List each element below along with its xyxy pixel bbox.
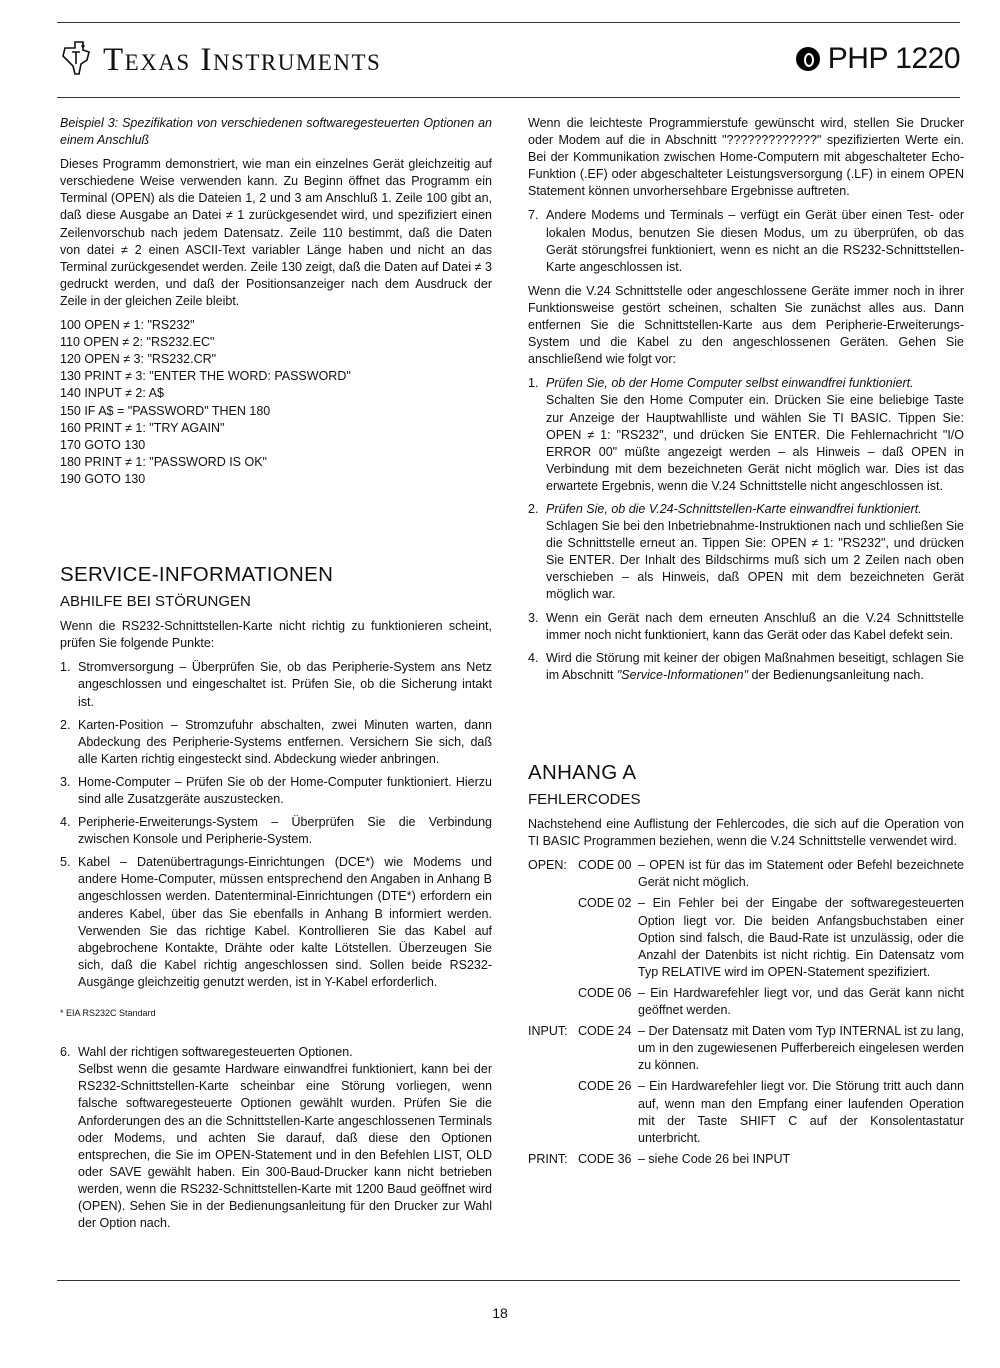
item-number: 6. (60, 1045, 71, 1060)
code-line: 180 PRINT ≠ 1: "PASSWORD IS OK" (60, 454, 267, 469)
error-op: OPEN: (528, 858, 567, 873)
modem-list (528, 207, 964, 275)
item-number: 1. (60, 660, 71, 675)
item-number: 4. (528, 650, 539, 665)
brand-name: Texas Instruments (103, 42, 382, 78)
list-item (60, 774, 492, 808)
model-label (796, 42, 960, 76)
v24-intro: Wenn die V.24 Schnittstelle oder angeschlossene Geräte immer noch in ihrer Funktionsweise gestört scheinen, schalten Sie zunächst alles aus. Dann entfernen Sie die Schnittstellen-Karte aus dem Peripherie-Erweiterungs-System und die Kabel zu den angeschlossenen Geräten. Gehen Sie anschließend wie folgt vor: (528, 283, 964, 367)
item-title: Wahl der richtigen softwaregesteuerten Optionen. (78, 1045, 353, 1060)
item-text: Schalten Sie den Home Computer ein. Drücken Sie eine beliebige Taste zur Anzeige der Hauptwahlliste und wählen Sie TI BASIC. Tippen Sie: OPEN ≠ 1: "RS232", und drücken Sie ENTER. Die Fehlernachricht "I/O ERROR 00" müßte angezeigt werden – als Hinweis – daß OPEN in Verbindung mit dem bezeichneten Gerät nicht möglich war. Dies ist das erwartete Ergebnis, wenn die V.24 Schnittstelle nicht angeschlossen ist. (546, 393, 964, 493)
item-text: Peripherie-Erweiterungs-System – Überprüfen Sie die Verbindung zwischen Konsole und Peripherie-System. (78, 815, 492, 847)
ti-logo-icon (59, 38, 95, 78)
item-text: Wenn ein Gerät nach dem erneuten Anschluß an die V.24 Schnittstelle immer noch nicht funktioniert, kann das Gerät oder das Kabel defekt sein. (546, 610, 964, 642)
code-line: 140 INPUT ≠ 2: A$ (60, 386, 164, 401)
list-item (528, 207, 964, 275)
item-text: Karten-Position – Stromzufuhr abschalten, zwei Minuten warten, dann Abdeckung des Peripherie-Systems entfernen. Versichern Sie sich, daß alle Karten richtig eingesteckt sind. Abdeckung wieder anbringen. (78, 717, 492, 766)
item-text: Selbst wenn die gesamte Hardware einwandfrei funktioniert, kann bei der RS232-Schnittstellen-Karte scheinbar eine Störung vorliegen, wenn falsche softwaregesteuerte Optionen gewählt wurden. Prüfen Sie die Anforderungen des an die Schnittstellen-Karte angeschlossenen Terminals oder Modems, und achten Sie darauf, daß diese den Optionen entsprechen, die Sie im OPEN-Statement und in den Befehlen LIST, OLD oder SAVE gewählt haben. Ein 300-Baud-Drucker kann nicht betrieben werden, wenn die RS232-Schnittstellen-Karte mit 1200 Baud geöffnet wird (OPEN). Sehen Sie in der Bedienungsanleitung für den Drucker zur Wahl der Option nach. (78, 1062, 492, 1231)
list-item (60, 814, 492, 848)
error-code: CODE 24 (578, 1024, 632, 1039)
error-code: CODE 02 (578, 896, 632, 911)
code-line: 190 GOTO 130 (60, 471, 146, 486)
error-op: PRINT: (528, 1151, 568, 1166)
code-line: 110 OPEN ≠ 2: "RS232.EC" (60, 335, 215, 350)
page-number: 18 (492, 1305, 508, 1321)
error-code-table (528, 857, 964, 1168)
item-number: 7. (528, 208, 539, 223)
item-number: 4. (60, 815, 71, 830)
item-title: Prüfen Sie, ob die V.24-Schnittstellen-Karte einwandfrei funktioniert. (546, 501, 922, 516)
item-number: 1. (528, 376, 539, 391)
option-list (60, 1044, 492, 1232)
footnote: * EIA RS232C Standard (60, 1008, 156, 1019)
item-number: 3. (60, 774, 71, 789)
list-item (528, 375, 964, 495)
item-text: Wird die Störung mit keiner der obigen Maßnahmen beseitigt, schlagen Sie im Abschnitt (546, 650, 964, 682)
item-text: Kabel – Datenübertragungs-Einrichtungen (DCE*) wie Modems und andere Home-Computer, müssen entsprechend den Angaben in Anhang B angeschlossen werden. Datenterminal-Einrichtungen (DTE*) erfordern ein anderes Kabel, über das Sie ebenfalls in Anhang B informiert werden. Verwenden Sie das richtige Kabel. Kontrollieren Sie das Kabel auf abgebrochene Kontakte, Drähte oder kalte Lötstellen. Überzeugen Sie sich, daß die Kabel richtig angeschlossen sind. Sollen beide RS232-Ausgänge gleichzeitig genutzt werden, ist in Y-Kabel erforderlich. (78, 855, 492, 989)
list-item (528, 610, 964, 644)
error-desc: – Ein Hardwarefehler liegt vor, und das Gerät kann nicht geöffnet werden. (638, 985, 964, 1018)
item-text: Stromversorgung – Überprüfen Sie, ob das Peripherie-System ans Netz angeschlossen und eingeschaltet ist. Prüfen Sie, ob die Sicherung intakt ist. (78, 660, 492, 709)
code-line: 120 OPEN ≠ 3: "RS232.CR" (60, 352, 217, 367)
footer-rule (57, 1280, 960, 1281)
error-desc: – OPEN ist für das im Statement oder Befehl bezeichnete Gerät nicht möglich. (638, 858, 964, 890)
error-code: CODE 36 (578, 1151, 632, 1166)
error-op: INPUT: (528, 1024, 568, 1039)
troubleshoot-intro: Wenn die RS232-Schnittstellen-Karte nicht richtig zu funktionieren scheint, prüfen Sie folgende Punkte: (60, 619, 492, 651)
code-line: 160 PRINT ≠ 1: "TRY AGAIN" (60, 420, 225, 435)
error-op (528, 985, 578, 1019)
top-rule (57, 22, 960, 23)
service-heading: SERVICE-INFORMATIONEN (60, 562, 334, 586)
header-rule (57, 97, 960, 98)
item-text: der Bedienungsanleitung nach. (748, 667, 924, 682)
item-number: 3. (528, 610, 539, 625)
troubleshoot-list (60, 659, 492, 991)
list-item (60, 854, 492, 991)
steps-list (528, 375, 964, 684)
example-title: Beispiel 3: Spezifikation von verschiedenen softwaregesteuerten Optionen an einem Anschluß (60, 116, 492, 148)
left-column (60, 115, 492, 1239)
item-text: Home-Computer – Prüfen Sie ob der Home-Computer funktioniert. Hierzu sind alle Zusatzgeräte auszustecken. (78, 774, 492, 806)
list-item (60, 1044, 492, 1232)
error-desc: – siehe Code 26 bei INPUT (638, 1151, 791, 1166)
error-code: CODE 06 (578, 985, 632, 1000)
item-number: 5. (60, 855, 71, 870)
error-code: CODE 26 (578, 1079, 632, 1094)
code-line: 170 GOTO 130 (60, 437, 146, 452)
continuation-text: Wenn die leichteste Programmierstufe gewünscht wird, stellen Sie Drucker oder Modem auf die in Abschnitt "?????????????" spezifizierten Werte ein. Bei der Kommunikation zwischen Home-Computern mit abgeschalteter Echo-Funktion (.EF) oder abgeschalteter Leistungsversorgung (.LF) in einem OPEN Statement können unvorhersehbare Ergebnisse auftreten. (528, 116, 964, 199)
model-number: PHP 1220 (827, 42, 960, 75)
code-line: 130 PRINT ≠ 3: "ENTER THE WORD: PASSWORD" (60, 369, 351, 384)
item-number: 2. (60, 717, 71, 732)
example-text: Dieses Programm demonstriert, wie man ein einzelnes Gerät gleichzeitig auf verschiedene Weise verwenden kann. Zu Beginn öffnet das Programm ein Terminal (OPEN) als die Dateien 1, 2 und 3 am Anschluß 1. Zeile 100 gibt an, daß diese Ausgabe an Datei ≠ 1 zurückgesendet wird, und spezifiziert einen Zeilenvorschub nach jedem Datensatz. Zeile 110 bestimmt, daß die Daten von datei ≠ 2 einen ASCII-Text variabler Länge haben und nicht an das Terminal zurückgesendet werden. Zeile 130 zeigt, daß die Daten auf Datei ≠ 3 gedruckt werden, und daß der Positionsanzeiger nach dem Ausdruck der Zeile in der gleichen Zeile bleibt. (60, 157, 492, 308)
error-desc: – Ein Fehler bei der Eingabe der softwaregesteuerten Option liegt vor. Die beiden Anfangsbuchstaben einer Option sind falsch, die Baud-Rate ist unzulässig, oder die Anzahl der Datenbits ist nicht richtig. Ein Datensatz vom Typ RELATIVE wird im OPEN-Statement spezifiziert. (638, 896, 964, 979)
item-text: Schlagen Sie bei den Inbetriebnahme-Instruktionen nach und schließen Sie die Schnittstelle erneut an. Tippen Sie: OPEN ≠ 1: "RS232", und drücken Sie ENTER. Der Inhalt des Bildschirms muß sich um 2 Zeilen nach oben verschieben – als Hinweis, daß OPEN mit dem bezeichneten Gerät möglich war. (546, 519, 964, 602)
item-text: Andere Modems und Terminals – verfügt ein Gerät über einen Test- oder lokalen Modus, benutzen Sie diesen Modus, um zu überprüfen, ob das Gerät störungsfrei funktioniert, wenn es nicht an die RS232-Schnittstellen-Karte angeschlossen ist. (546, 208, 964, 274)
error-op (528, 895, 578, 980)
item-title: Prüfen Sie, ob der Home Computer selbst einwandfrei funktioniert. (546, 376, 914, 391)
code-line: 150 IF A$ = "PASSWORD" THEN 180 (60, 403, 271, 418)
error-desc: – Ein Hardwarefehler liegt vor. Die Störung tritt auch dann auf, wenn man den Empfang einer laufenden Operation mit der Taste SHIFT C auf der Konsolentastatur unterbricht. (638, 1079, 964, 1145)
list-item (528, 501, 964, 604)
right-column (528, 115, 964, 1168)
errcodes-intro: Nachstehend eine Auflistung der Fehlercodes, die sich auf die Operation von TI BASIC Programmen beziehen, wenn die V.24 Schnittstelle verwendet wird. (528, 817, 964, 849)
error-op (528, 1078, 578, 1146)
troubleshoot-heading: ABHILFE BEI STÖRUNGEN (60, 593, 251, 611)
code-line: 100 OPEN ≠ 1: "RS232" (60, 318, 195, 333)
list-item (528, 650, 964, 684)
item-number: 2. (528, 501, 539, 516)
appendix-heading: ANHANG A (528, 760, 637, 784)
errcodes-heading: FEHLERCODES (528, 791, 641, 808)
list-item (60, 659, 492, 710)
page-header (57, 30, 960, 90)
error-desc: – Der Datensatz mit Daten vom Typ INTERNAL ist zu lang, um in den zugewiesenen Pufferbereich eingelesen werden zu können. (638, 1024, 964, 1073)
item-emphasis: "Service-Informationen" (616, 667, 749, 682)
list-item (60, 717, 492, 768)
error-code: CODE 00 (578, 858, 632, 873)
code-listing (60, 317, 492, 488)
power-circle-icon (796, 47, 820, 71)
